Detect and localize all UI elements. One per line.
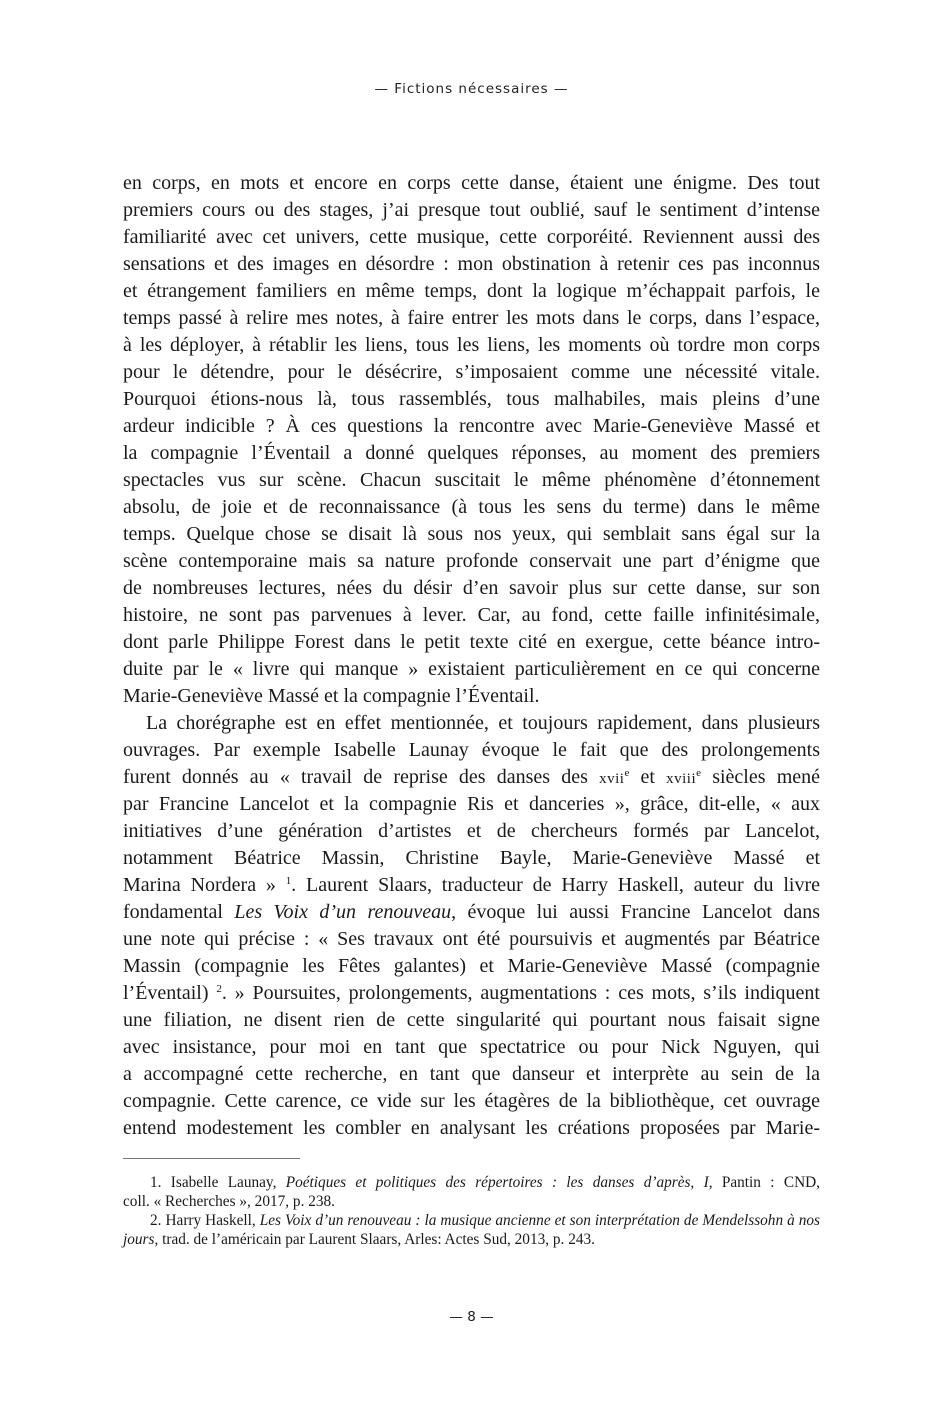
text-run: fondamental [123, 901, 235, 923]
superscript: 1 [285, 875, 292, 887]
text-run: Pourquoi étions-nous là, tous rassemblés, tous malhabiles, mais pleins d’une [123, 388, 820, 410]
text-line [123, 1115, 820, 1142]
text-run: familiarité avec cet univers, cette musique, cette corporéité. Reviennent aussi des [123, 226, 820, 248]
footnote-divider [123, 1158, 300, 1159]
italic-text: Les Voix d’un renouveau [234, 901, 452, 923]
text-line [123, 467, 820, 494]
text-run: , trad. de l’américain par Laurent Slaars, Arles: Actes Sud, 2013, p. 243. [154, 1231, 595, 1248]
text-line [123, 359, 820, 386]
text-line [123, 548, 820, 575]
text-run: à les déployer, à rétablir les liens, tous les liens, les moments où tordre mon corps [123, 334, 820, 356]
text-line [123, 440, 820, 467]
text-line [123, 980, 820, 1007]
text-run: furent donnés au « travail de reprise des danses des [123, 766, 600, 788]
text-line [123, 305, 820, 332]
text-line [123, 764, 820, 791]
text-line [123, 251, 820, 278]
text-run: de nombreuses lectures, nées du désir d’en savoir plus sur cette danse, sur son [123, 577, 820, 599]
small-caps: xviii [666, 771, 697, 787]
text-run: l’Éventail) [123, 982, 217, 1004]
text-run: Marina Nordera » [123, 874, 286, 896]
text-line [123, 1088, 820, 1115]
text-run: spectacles vus sur scène. Chacun suscitait le même phénomène d’étonnement [123, 469, 820, 491]
running-header: — Fictions nécessaires — [374, 81, 569, 97]
text-run: . Laurent Slaars, traducteur de Harry Haskell, auteur du livre [291, 874, 820, 896]
text-line [123, 872, 820, 899]
text-run: ouvrages. Par exemple Isabelle Launay évoque le fait que des prolongements [123, 739, 820, 761]
text-run: a accompagné cette recherche, en tant que danseur et interprète au sein de la [123, 1063, 820, 1085]
superscript: e [696, 767, 702, 779]
italic-text: Poétiques et politiques des répertoires : les danses d’après, I [285, 1174, 709, 1191]
text-line [123, 602, 820, 629]
text-line [123, 413, 820, 440]
text-line [123, 818, 820, 845]
text-run: dont parle Philippe Forest dans le petit texte cité en exergue, cette béance intro- [123, 631, 820, 653]
text-line [123, 332, 820, 359]
text-run: duite par le « livre qui manque » existaient particulièrement en ce qui concerne [123, 658, 820, 680]
text-line [123, 791, 820, 818]
text-run: temps passé à relire mes notes, à faire entrer les mots dans le corps, dans l’espace, [123, 307, 820, 329]
text-run: initiatives d’une génération d’artistes et de chercheurs formés par Lancelot, [123, 820, 820, 842]
text-run: temps. Quelque chose se disait là sous nos yeux, qui semblait sans égal sur la [123, 523, 820, 545]
text-line [123, 278, 820, 305]
text-run: premiers cours ou des stages, j’ai presque tout oublié, sauf le sentiment d’intense [123, 199, 820, 221]
text-line [123, 710, 820, 737]
text-line [123, 197, 820, 224]
text-line [123, 899, 820, 926]
text-run: 1. Isabelle Launay, [150, 1174, 286, 1191]
text-run: compagnie. Cette carence, ce vide sur les étagères de la bibliothèque, cet ouvrage [123, 1090, 820, 1112]
text-run: Marie-Geneviève Massé et la compagnie l’Éventail. [123, 685, 540, 707]
footnote-line [123, 1211, 820, 1230]
text-line [123, 953, 820, 980]
footnote-line [123, 1173, 820, 1192]
text-run: siècles mené [701, 766, 821, 788]
text-run: histoire, ne sont pas parvenues à lever. Car, au fond, cette faille infinitésimale, [123, 604, 820, 626]
text-line [123, 629, 820, 656]
text-run: avec insistance, pour moi en tant que spectatrice ou pour Nick Nguyen, qui [123, 1036, 820, 1058]
text-run: absolu, de joie et de reconnaissance (à tous les sens du terme) dans le même [123, 496, 820, 518]
text-line [123, 224, 820, 251]
text-run: par Francine Lancelot et la compagnie Ris et danceries », grâce, dit-elle, « aux [123, 793, 820, 815]
text-run: sensations et des images en désordre : mon obstination à retenir ces pas inconnus [123, 253, 820, 275]
footnotes [123, 1173, 820, 1249]
text-line [123, 386, 820, 413]
text-line [123, 926, 820, 953]
footnote-line [123, 1230, 820, 1249]
superscript: 2 [216, 983, 222, 995]
superscript: e [624, 767, 630, 779]
italic-text: jours [123, 1231, 155, 1248]
text-run: et [629, 766, 667, 788]
text-run: pour le détendre, pour le désécrire, s’imposaient comme une nécessité vitale. [123, 361, 820, 383]
body-text [123, 170, 820, 1142]
text-run: la compagnie l’Éventail a donné quelques réponses, au moment des premiers [123, 442, 820, 464]
text-run: une note qui précise : « Ses travaux ont été poursuivis et augmentés par Béatrice [123, 928, 820, 950]
text-run: coll. « Recherches », 2017, p. 238. [123, 1193, 335, 1210]
text-run: La chorégraphe est en effet mentionnée, et toujours rapidement, dans plusieurs [146, 712, 820, 734]
text-run: , Pantin : CND, [708, 1174, 821, 1191]
text-run: 2. Harry Haskell, [150, 1212, 260, 1229]
small-caps: xvii [599, 771, 625, 787]
text-line [123, 1007, 820, 1034]
text-run: , évoque lui aussi Francine Lancelot dans [451, 901, 820, 923]
text-line [123, 1034, 820, 1061]
text-line [123, 170, 820, 197]
italic-text: Les Voix d’un renouveau : la musique ancienne et son interprétation de Mendelssohn à nos [259, 1212, 821, 1229]
text-run: entend modestement les combler en analysant les créations proposées par Marie- [123, 1117, 820, 1139]
text-run: et étrangement familiers en même temps, dont la logique m’échappait parfois, le [123, 280, 820, 302]
text-run: . » Poursuites, prolongements, augmentations : ces mots, s’ils indiquent [221, 982, 820, 1004]
text-run: en corps, en mots et encore en corps cette danse, étaient une énigme. Des tout [123, 172, 820, 194]
text-line [123, 737, 820, 764]
text-line [123, 845, 820, 872]
text-run: Massin (compagnie les Fêtes galantes) et Marie-Geneviève Massé (compagnie [123, 955, 820, 977]
page-number: — 8 — [449, 1309, 494, 1325]
text-line [123, 494, 820, 521]
text-run: une filiation, ne disent rien de cette singularité qui pourtant nous faisait signe [123, 1009, 820, 1031]
text-run: notamment Béatrice Massin, Christine Bayle, Marie-Geneviève Massé et [123, 847, 820, 869]
text-line [123, 575, 820, 602]
text-line [123, 521, 820, 548]
text-run: ardeur indicible ? À ces questions la rencontre avec Marie-Geneviève Massé et [123, 415, 820, 437]
text-run: scène contemporaine mais sa nature profonde conservait une part d’énigme que [123, 550, 820, 572]
text-line [123, 656, 820, 683]
footnote-line [123, 1192, 820, 1211]
text-line [123, 1061, 820, 1088]
text-line [123, 683, 820, 710]
